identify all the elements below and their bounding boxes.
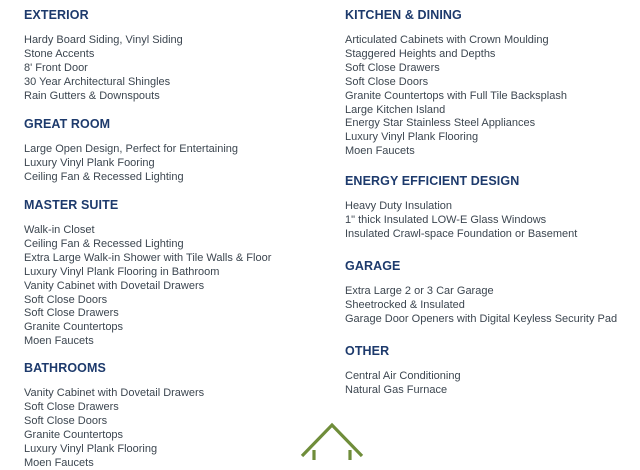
list-item: Insulated Crawl-space Foundation or Basement xyxy=(345,227,578,240)
section-heading: KITCHEN & DINING xyxy=(345,8,462,22)
section-energy-efficient-design xyxy=(345,173,637,242)
list-item: Soft Close Doors xyxy=(24,414,108,427)
list-item: Rain Gutters & Downspouts xyxy=(24,89,160,102)
feature-list xyxy=(345,285,637,327)
list-item: Soft Close Doors xyxy=(345,75,429,88)
list-item: Hardy Board Siding, Vinyl Siding xyxy=(24,34,183,46)
list-item: Vanity Cabinet with Dovetail Drawers xyxy=(24,387,205,399)
list-item: Sheetrocked & Insulated xyxy=(345,298,465,311)
list-item: Energy Star Stainless Steel Appliances xyxy=(345,117,536,130)
house-roof-icon xyxy=(298,420,366,460)
section-kitchen-dining xyxy=(345,7,637,159)
section-heading: GREAT ROOM xyxy=(24,117,111,131)
list-item: Walk-in Closet xyxy=(24,224,95,236)
list-item: Articulated Cabinets with Crown Moulding xyxy=(345,34,549,46)
list-item: Large Open Design, Perfect for Entertaining xyxy=(24,143,239,155)
feature-list xyxy=(345,370,637,398)
section-heading: OTHER xyxy=(345,344,390,358)
feature-list xyxy=(24,224,324,349)
list-item: Soft Close Drawers xyxy=(24,307,119,320)
list-item: Soft Close Drawers xyxy=(345,61,440,74)
section-exterior xyxy=(24,7,324,104)
list-item: Staggered Heights and Depths xyxy=(345,47,496,60)
list-item: Natural Gas Furnace xyxy=(345,383,448,396)
list-item: Ceiling Fan & Recessed Lighting xyxy=(24,237,184,250)
list-item: 1" thick Insulated LOW-E Glass Windows xyxy=(345,213,547,226)
list-item: Extra Large 2 or 3 Car Garage xyxy=(345,285,494,297)
section-garage xyxy=(345,258,637,327)
list-item: 30 Year Architectural Shingles xyxy=(24,75,171,88)
list-item: Moen Faucets xyxy=(24,335,94,348)
list-item: Stone Accents xyxy=(24,47,95,60)
list-item: Luxury Vinyl Plank Flooring in Bathroom xyxy=(24,265,220,278)
list-item: Ceiling Fan & Recessed Lighting xyxy=(24,170,184,183)
list-item: Extra Large Walk-in Shower with Tile Walls & Floor xyxy=(24,251,272,264)
feature-list xyxy=(24,34,324,104)
feature-list xyxy=(345,200,637,242)
section-heading: GARAGE xyxy=(345,259,401,273)
list-item: 8' Front Door xyxy=(24,61,88,74)
list-item: Moen Faucets xyxy=(345,145,415,158)
list-item: Soft Close Doors xyxy=(24,293,108,306)
section-heading: BATHROOMS xyxy=(24,361,106,375)
list-item: Luxury Vinyl Plank Fooring xyxy=(24,156,155,169)
list-item: Heavy Duty Insulation xyxy=(345,200,452,212)
list-item: Large Kitchen Island xyxy=(345,103,446,116)
list-item: Central Air Conditioning xyxy=(345,370,461,382)
list-item: Granite Countertops xyxy=(24,428,124,441)
list-item: Granite Countertops with Full Tile Backsplash xyxy=(345,89,567,102)
list-item: Moen Faucets xyxy=(24,456,94,469)
section-great-room xyxy=(24,116,324,185)
feature-list xyxy=(345,34,637,159)
list-item: Garage Door Openers with Digital Keyless Security Pad xyxy=(345,312,618,325)
feature-list xyxy=(24,143,324,185)
list-item: Luxury Vinyl Plank Flooring xyxy=(345,131,479,144)
section-heading: MASTER SUITE xyxy=(24,198,119,212)
feature-list xyxy=(24,387,324,470)
section-other xyxy=(345,343,637,398)
section-bathrooms xyxy=(24,360,324,470)
section-heading: EXTERIOR xyxy=(24,8,89,22)
list-item: Soft Close Drawers xyxy=(24,400,119,413)
list-item: Vanity Cabinet with Dovetail Drawers xyxy=(24,279,205,292)
list-item: Luxury Vinyl Plank Flooring xyxy=(24,442,158,455)
section-master-suite xyxy=(24,197,324,349)
section-heading: ENERGY EFFICIENT DESIGN xyxy=(345,174,520,188)
list-item: Granite Countertops xyxy=(24,321,124,334)
